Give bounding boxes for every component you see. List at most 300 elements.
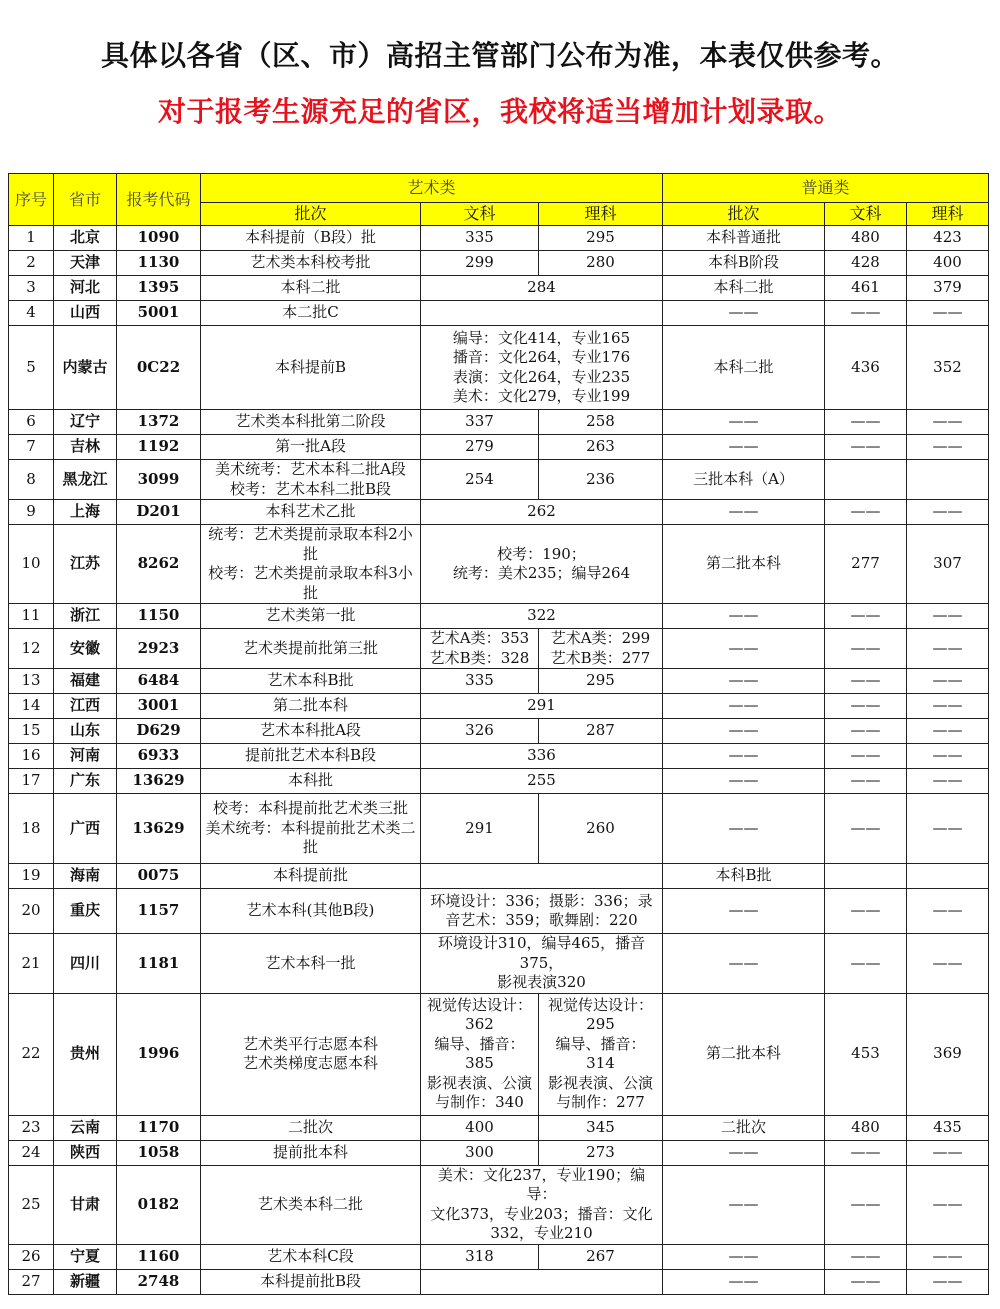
table-row [9,326,989,410]
art-score-merged-line: 表演：文化264，专业235 [452,367,631,386]
province-name: 海南 [54,864,117,889]
province-name: 福建 [54,669,117,694]
province-name: 重庆 [54,889,117,934]
art-science-score: 345 [539,1115,663,1140]
general-liberal-score: —— [825,669,907,694]
exam-code: 1192 [117,435,201,460]
art-liberal-score: 337 [421,410,539,435]
exam-code: 1395 [117,276,201,301]
art-score-merged [421,1165,663,1244]
general-science-score: —— [907,1269,989,1294]
general-batch: —— [663,934,825,994]
art-liberal-score: 291 [421,794,539,864]
header-general-liberal: 文科 [825,203,907,226]
general-liberal-score: 480 [825,226,907,251]
general-batch: —— [663,669,825,694]
general-science-score: —— [907,769,989,794]
province-name: 广东 [54,769,117,794]
header-province: 省市 [54,174,117,226]
art-science-score: 258 [539,410,663,435]
table-row [9,604,989,629]
art-batch: 本科提前（B段）批 [201,226,421,251]
general-science-score [907,460,989,500]
art-score-merged: 291 [421,694,663,719]
art-score-merged-line: 影视表演320 [497,973,586,991]
row-index: 1 [9,226,54,251]
art-score-merged: 322 [421,604,663,629]
art-batch [201,525,421,604]
general-batch: —— [663,744,825,769]
exam-code: 1181 [117,934,201,994]
exam-code: 5001 [117,301,201,326]
header-general-category: 普通类 [663,174,989,203]
notice-line-2: 对于报考生源充足的省区，我校将适当增加计划录取。 [157,95,842,128]
art-liberal-score-line: 视觉传达设计： [426,995,532,1014]
art-liberal-score: 335 [421,669,539,694]
art-batch: 艺术本科C段 [201,1244,421,1269]
art-score-merged [421,864,663,889]
art-science-score: 280 [539,251,663,276]
general-batch: —— [663,1140,825,1165]
art-science-score: 295 [539,669,663,694]
province-name: 浙江 [54,604,117,629]
art-liberal-score-line: 编导、播音： [434,1034,525,1053]
art-liberal-score-line: 艺术A类：353 [429,629,530,647]
general-science-score: —— [907,1244,989,1269]
art-score-merged-line: 校考：190； [497,544,586,563]
art-batch [201,460,421,500]
art-batch: 艺术类本科校考批 [201,251,421,276]
art-liberal-score [421,629,539,669]
art-science-score: 295 [539,226,663,251]
general-liberal-score: —— [825,604,907,629]
art-batch: 本科提前批 [201,864,421,889]
art-liberal-score: 335 [421,226,539,251]
general-science-score: —— [907,794,989,864]
row-index: 27 [9,1269,54,1294]
province-name: 河南 [54,744,117,769]
art-score-merged [421,1269,663,1294]
general-batch: —— [663,410,825,435]
art-science-score-line: 艺术B类：277 [550,648,651,667]
general-science-score: —— [907,669,989,694]
art-batch [201,993,421,1115]
general-liberal-score: 436 [825,326,907,410]
table-row [9,993,989,1115]
table-row [9,1165,989,1244]
art-batch: 艺术类本科二批 [201,1165,421,1244]
general-science-score: —— [907,1140,989,1165]
general-liberal-score: —— [825,500,907,525]
art-science-score-line: 295 [586,1015,615,1033]
general-batch: —— [663,1244,825,1269]
general-batch: —— [663,694,825,719]
general-science-score: 400 [907,251,989,276]
general-liberal-score: —— [825,435,907,460]
general-liberal-score: —— [825,629,907,669]
exam-code: 1130 [117,251,201,276]
row-index: 17 [9,769,54,794]
art-score-merged: 255 [421,769,663,794]
art-science-score: 287 [539,719,663,744]
general-science-score: 423 [907,226,989,251]
general-science-score: —— [907,719,989,744]
art-batch-line: 艺术类梯度志愿本科 [242,1054,378,1072]
row-index: 9 [9,500,54,525]
general-liberal-score: —— [825,744,907,769]
exam-code: 2923 [117,629,201,669]
general-liberal-score: —— [825,794,907,864]
general-batch: —— [663,629,825,669]
table-row [9,694,989,719]
exam-code: 0182 [117,1165,201,1244]
general-science-score: —— [907,889,989,934]
province-name: 河北 [54,276,117,301]
general-liberal-score: —— [825,934,907,994]
general-liberal-score: 480 [825,1115,907,1140]
general-science-score: —— [907,604,989,629]
general-batch: —— [663,1269,825,1294]
province-name: 陕西 [54,1140,117,1165]
province-name: 云南 [54,1115,117,1140]
table-row [9,1140,989,1165]
row-index: 20 [9,889,54,934]
general-liberal-score: —— [825,1244,907,1269]
art-score-merged: 284 [421,276,663,301]
art-batch: 艺术类第一批 [201,604,421,629]
table-row [9,500,989,525]
art-liberal-score-line: 艺术B类：328 [429,648,530,667]
header-art-category: 艺术类 [201,174,663,203]
province-name: 江西 [54,694,117,719]
table-row [9,769,989,794]
exam-code: 3001 [117,694,201,719]
exam-code: D629 [117,719,201,744]
table-row [9,669,989,694]
admission-score-table [8,173,989,1295]
general-liberal-score: —— [825,410,907,435]
art-science-score-line: 与制作：277 [556,1093,645,1111]
header-index: 序号 [9,174,54,226]
exam-code: 1058 [117,1140,201,1165]
art-score-merged-line: 环境设计：336；摄影：336；录 [430,891,653,910]
exam-code: 0C22 [117,326,201,410]
row-index: 15 [9,719,54,744]
province-name: 广西 [54,794,117,864]
art-score-merged [421,889,663,934]
art-liberal-score: 299 [421,251,539,276]
general-batch: 本科B批 [663,864,825,889]
art-score-merged-line: 文化373，专业203；播音：文化 [430,1204,653,1223]
art-score-merged [421,934,663,994]
art-batch: 艺术类本科批第二阶段 [201,410,421,435]
general-liberal-score: 428 [825,251,907,276]
art-batch: 提前批艺术本科B段 [201,744,421,769]
row-index: 4 [9,301,54,326]
row-index: 24 [9,1140,54,1165]
general-batch: —— [663,1165,825,1244]
general-batch: 三批本科（A） [663,460,825,500]
general-liberal-score: 453 [825,993,907,1115]
art-science-score-line: 艺术A类：299 [550,629,651,647]
province-name: 吉林 [54,435,117,460]
exam-code: 13629 [117,769,201,794]
province-name: 辽宁 [54,410,117,435]
art-batch: 艺术本科批A段 [201,719,421,744]
table-row [9,251,989,276]
art-liberal-score: 400 [421,1115,539,1140]
table-row [9,744,989,769]
province-name: 宁夏 [54,1244,117,1269]
row-index: 3 [9,276,54,301]
general-liberal-score: —— [825,1165,907,1244]
exam-code: D201 [117,500,201,525]
table-row [9,1269,989,1294]
province-name: 山西 [54,301,117,326]
art-batch-line: 统考：艺术类提前录取本科2小批 [208,525,413,563]
header-general-science: 理科 [907,203,989,226]
table-row [9,1244,989,1269]
exam-code: 2748 [117,1269,201,1294]
art-science-score: 260 [539,794,663,864]
art-batch: 本科批 [201,769,421,794]
province-name: 上海 [54,500,117,525]
art-batch-line: 美术统考：本科提前批艺术类二批 [205,818,416,857]
exam-code: 1996 [117,993,201,1115]
table-row [9,719,989,744]
header-art-batch: 批次 [201,203,421,226]
general-batch: —— [663,500,825,525]
art-batch: 本科提前批B段 [201,1269,421,1294]
art-science-score: 267 [539,1244,663,1269]
exam-code: 1150 [117,604,201,629]
art-batch-line: 校考：艺术本科二批B段 [229,479,392,498]
province-name: 黑龙江 [54,460,117,500]
general-liberal-score: —— [825,1140,907,1165]
general-liberal-score [825,460,907,500]
row-index: 23 [9,1115,54,1140]
exam-code: 0075 [117,864,201,889]
general-liberal-score: —— [825,301,907,326]
general-liberal-score: —— [825,769,907,794]
art-science-score [539,993,663,1115]
art-batch: 艺术本科一批 [201,934,421,994]
exam-code: 6933 [117,744,201,769]
header-code: 报考代码 [117,174,201,226]
general-batch: —— [663,719,825,744]
art-score-merged: 336 [421,744,663,769]
art-score-merged [421,326,663,410]
general-science-score: 369 [907,993,989,1115]
province-name: 内蒙古 [54,326,117,410]
general-science-score: 435 [907,1115,989,1140]
row-index: 25 [9,1165,54,1244]
general-science-score: 379 [907,276,989,301]
table-row [9,410,989,435]
table-row [9,301,989,326]
art-batch-line: 艺术类平行志愿本科 [242,1034,378,1053]
art-liberal-score: 279 [421,435,539,460]
art-batch: 本科艺术乙批 [201,500,421,525]
province-name: 新疆 [54,1269,117,1294]
art-liberal-score [421,993,539,1115]
general-science-score [907,864,989,889]
general-liberal-score: —— [825,889,907,934]
province-name: 北京 [54,226,117,251]
art-science-score-line: 314 [586,1054,615,1072]
row-index: 7 [9,435,54,460]
general-liberal-score [825,864,907,889]
general-batch: —— [663,301,825,326]
general-batch: 本科B阶段 [663,251,825,276]
exam-code: 13629 [117,794,201,864]
art-score-merged-line: 环境设计310，编导465，播音375， [437,934,646,972]
province-name: 四川 [54,934,117,994]
table-row [9,276,989,301]
province-name: 甘肃 [54,1165,117,1244]
table-row [9,934,989,994]
general-science-score: 307 [907,525,989,604]
art-batch: 第一批A段 [201,435,421,460]
art-batch-line: 校考：本科提前批艺术类三批 [212,799,408,818]
header-general-batch: 批次 [663,203,825,226]
general-science-score: —— [907,694,989,719]
art-batch: 二批次 [201,1115,421,1140]
province-name: 贵州 [54,993,117,1115]
row-index: 2 [9,251,54,276]
header-art-science: 理科 [539,203,663,226]
art-score-merged-line: 音艺术：359；歌舞剧：220 [445,911,638,929]
art-score-merged-line: 统考：美术235；编导264 [452,564,631,582]
exam-code: 1372 [117,410,201,435]
art-batch-line: 校考：艺术类提前录取本科3小批 [208,564,413,602]
province-name: 山东 [54,719,117,744]
art-liberal-score: 300 [421,1140,539,1165]
art-batch: 提前批本科 [201,1140,421,1165]
exam-code: 8262 [117,525,201,604]
general-science-score: —— [907,410,989,435]
table-row [9,794,989,864]
row-index: 8 [9,460,54,500]
exam-code: 1090 [117,226,201,251]
general-science-score: 352 [907,326,989,410]
row-index: 13 [9,669,54,694]
art-science-score: 273 [539,1140,663,1165]
art-liberal-score: 254 [421,460,539,500]
general-batch: 本科二批 [663,276,825,301]
general-science-score: —— [907,744,989,769]
general-batch: 本科普通批 [663,226,825,251]
general-batch: 二批次 [663,1115,825,1140]
art-score-merged-line: 332，专业210 [490,1224,593,1242]
art-science-score: 236 [539,460,663,500]
general-liberal-score: —— [825,694,907,719]
table-row [9,226,989,251]
row-index: 5 [9,326,54,410]
general-science-score: —— [907,1165,989,1244]
header-art-liberal: 文科 [421,203,539,226]
art-liberal-score-line: 与制作：340 [435,1093,524,1111]
table-row [9,435,989,460]
exam-code: 3099 [117,460,201,500]
general-batch: —— [663,889,825,934]
general-science-score: —— [907,934,989,994]
general-batch: 第二批本科 [663,525,825,604]
general-science-score: —— [907,301,989,326]
general-batch: 第二批本科 [663,993,825,1115]
row-index: 6 [9,410,54,435]
row-index: 11 [9,604,54,629]
art-score-merged: 262 [421,500,663,525]
row-index: 10 [9,525,54,604]
province-name: 天津 [54,251,117,276]
art-score-merged-line: 美术：文化279，专业199 [452,387,631,405]
row-index: 19 [9,864,54,889]
general-batch: —— [663,435,825,460]
general-batch: —— [663,794,825,864]
general-batch: —— [663,604,825,629]
exam-code: 6484 [117,669,201,694]
art-liberal-score: 318 [421,1244,539,1269]
header-row-top [9,174,989,203]
art-score-merged [421,525,663,604]
art-score-merged-line: 美术：文化237，专业190；编导： [437,1165,646,1203]
general-liberal-score: 461 [825,276,907,301]
art-score-merged [421,301,663,326]
province-name: 安徽 [54,629,117,669]
general-liberal-score: —— [825,1269,907,1294]
general-science-score: —— [907,500,989,525]
table-body [9,226,989,1295]
notice-line-1: 具体以各省（区、市）高招主管部门公布为准，本表仅供参考。 [100,39,899,72]
art-science-score-line: 影视表演、公演 [547,1073,653,1092]
art-batch: 艺术类提前批第三批 [201,629,421,669]
row-index: 22 [9,993,54,1115]
row-index: 14 [9,694,54,719]
art-score-merged-line: 编导：文化414，专业165 [452,328,631,347]
art-batch [201,794,421,864]
row-index: 26 [9,1244,54,1269]
general-batch: 本科二批 [663,326,825,410]
exam-code: 1170 [117,1115,201,1140]
art-batch: 本二批C [201,301,421,326]
general-batch: —— [663,769,825,794]
general-science-score: —— [907,435,989,460]
table-row [9,460,989,500]
art-science-score-line: 视觉传达设计： [547,995,653,1014]
art-liberal-score-line: 影视表演、公演 [426,1073,532,1092]
art-batch: 本科提前B [201,326,421,410]
art-batch-line: 美术统考：艺术本科二批A段 [215,460,406,478]
art-science-score-line: 编导、播音： [555,1034,646,1053]
row-index: 16 [9,744,54,769]
art-batch: 本科二批 [201,276,421,301]
general-liberal-score: —— [825,719,907,744]
province-name: 江苏 [54,525,117,604]
table-row [9,864,989,889]
table-row [9,629,989,669]
art-liberal-score-line: 385 [465,1054,494,1072]
art-score-merged-line: 播音：文化264，专业176 [452,348,631,366]
art-liberal-score-line: 362 [465,1015,494,1033]
table-row [9,525,989,604]
general-science-score: —— [907,629,989,669]
art-science-score [539,629,663,669]
row-index: 12 [9,629,54,669]
table-row [9,1115,989,1140]
exam-code: 1160 [117,1244,201,1269]
row-index: 18 [9,794,54,864]
